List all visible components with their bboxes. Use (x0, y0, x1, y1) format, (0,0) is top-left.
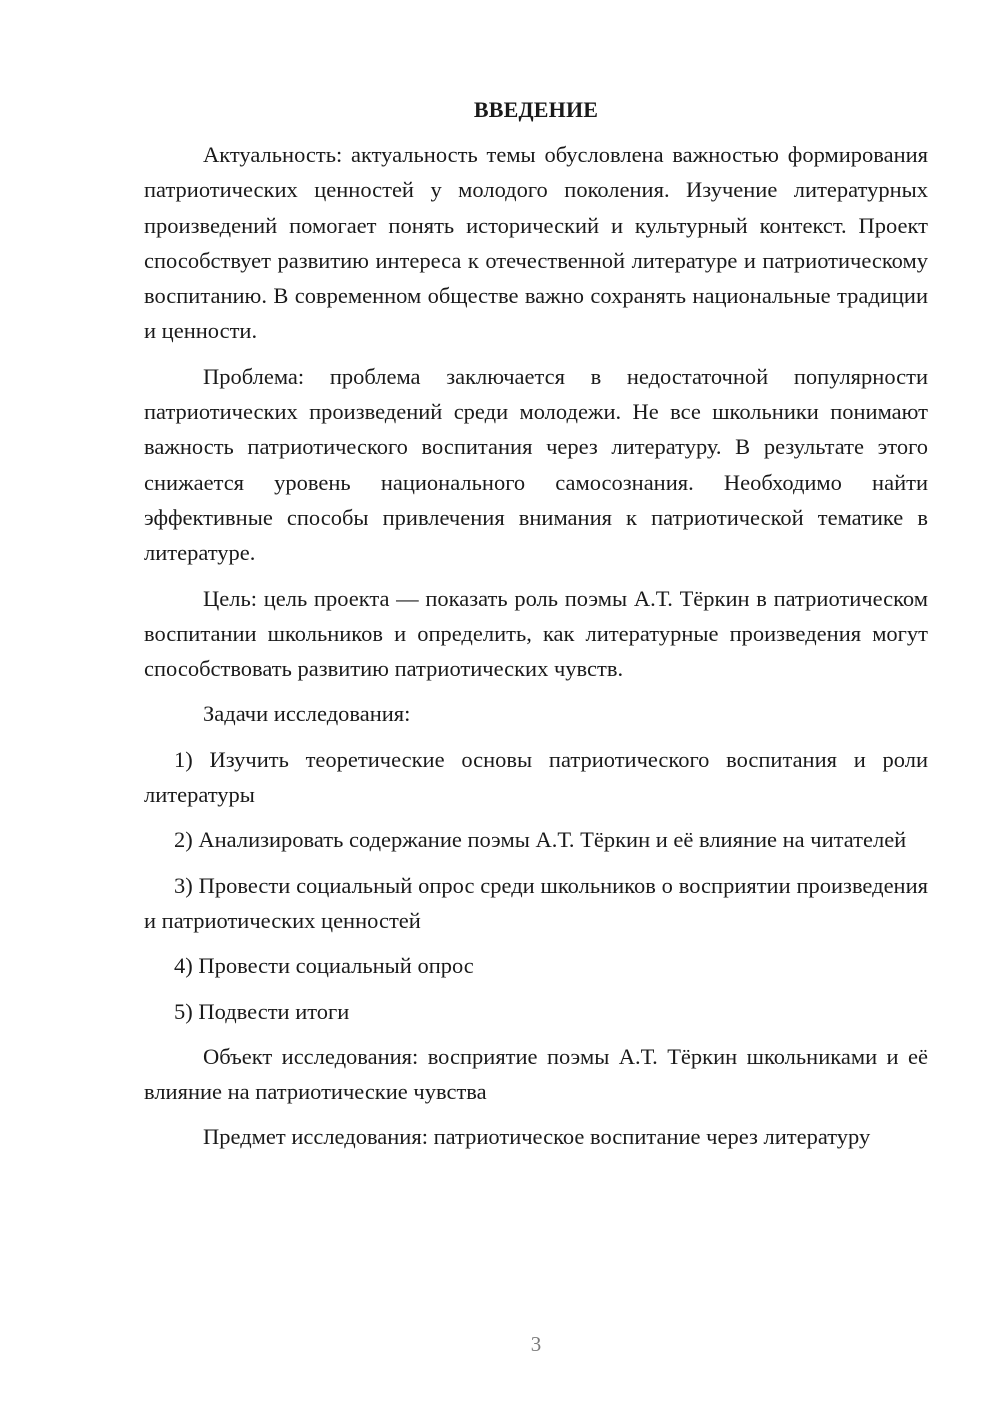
problem-paragraph: Проблема: проблема заключается в недостаточной популярности патриотических произведений среди молодежи. Не все школьники понимают важность патриотического воспитания через литературу. В результате этого снижается уровень национального самосознания. Необходимо найти эффективные способы привлечения внимания к патриотической тематике в литературе. (144, 363, 928, 566)
task-item-5: 5) Подвести итоги (174, 998, 350, 1024)
page-number: 3 (530, 1332, 542, 1356)
section-title: ВВЕДЕНИЕ (473, 97, 599, 122)
task-item-3: 3) Провести социальный опрос среди школьников о восприятии произведения и патриотических ценностей (144, 872, 928, 933)
object-paragraph: Объект исследования: восприятие поэмы А.Т. Тёркин школьниками и её влияние на патриотические чувства (144, 1043, 928, 1105)
goal-paragraph: Цель: цель проекта — показать роль поэмы А.Т. Тёркин в патриотическом воспитании школьников и определить, как литературные произведения могут способствовать развитию патриотических чувств. (144, 585, 928, 682)
relevance-paragraph: Актуальность: актуальность темы обусловлена важностью формирования патриотических ценностей у молодого поколения. Изучение литературных произведений помогает понять исторический и культурный контекст. Проект способствует развитию интереса к отечественной литературе и патриотическому воспитанию. В современном обществе важно сохранять национальные традиции и ценности. (144, 142, 928, 344)
subject-paragraph: Предмет исследования: патриотическое воспитание через литературу (203, 1124, 871, 1150)
task-item-2: 2) Анализировать содержание поэмы А.Т. Тёркин и её влияние на читателей (174, 827, 907, 853)
document-page (144, 92, 928, 1155)
task-item-1: 1) Изучить теоретические основы патриотического воспитания и роли литературы (144, 746, 928, 808)
task-item-4: 4) Провести социальный опрос (174, 953, 474, 979)
tasks-heading: Задачи исследования: (203, 701, 411, 727)
